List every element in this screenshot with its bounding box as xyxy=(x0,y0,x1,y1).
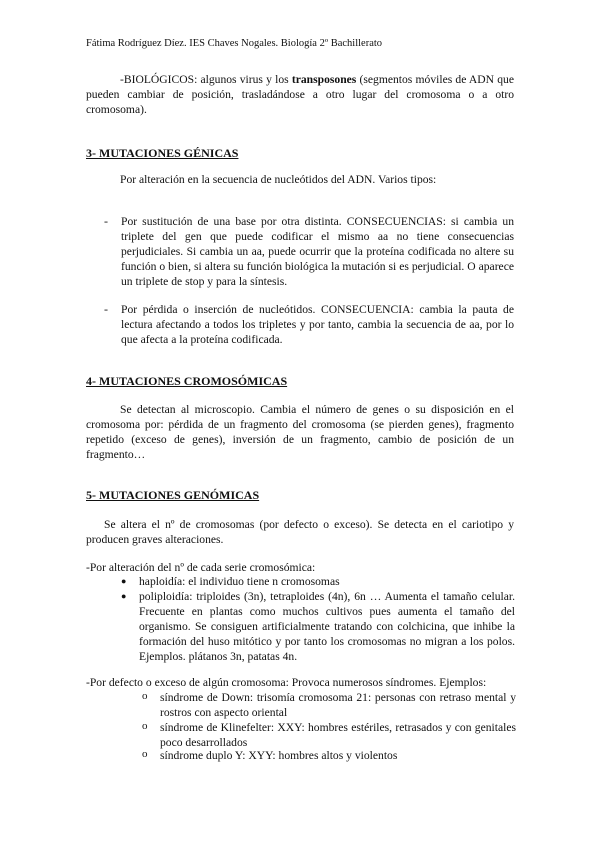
section-5-title: 5- MUTACIONES GENÓMICAS xyxy=(86,488,260,502)
section-3-title: 3- MUTACIONES GÉNICAS xyxy=(86,146,239,160)
bullet-icon: ● xyxy=(121,591,127,601)
euploidy-item-1: haploidía: el individuo tiene n cromosomas xyxy=(139,575,340,588)
section-4-title: 4- MUTACIONES CROMOSÓMICAS xyxy=(86,374,288,388)
page-header: Fátima Rodríguez Díez. IES Chaves Nogales. Biología 2º Bachillerato xyxy=(86,38,383,49)
section-3-intro: Por alteración en la secuencia de nucleótidos del ADN. Varios tipos: xyxy=(120,173,437,186)
circle-bullet-icon: o xyxy=(142,690,148,702)
aneuploidy-item-2: síndrome de Klinefelter: XXY: hombres estériles, retrasados y con genitales poco desarrollados xyxy=(160,721,516,749)
bio-text-post: (segmentos móviles de ADN que pueden cambiar de posición, trasladándose a otro lugar del cromosoma o a otro cromosoma). xyxy=(86,73,514,116)
section-3-item-1: Por sustitución de una base por otra distinta. CONSECUENCIAS: si cambia un triplete del gen que puede codificar el mismo aa no tiene consecuencias perjudiciales. Si cambia un aa, puede ocurrir que la proteína codificada no altere su función o bien, si altera su función biológica la mutación si es perjudicial. O aparece un triplete de stop y para la síntesis. xyxy=(121,215,514,288)
aneuploidy-item-3: síndrome duplo Y: XYY: hombres altos y violentos xyxy=(160,749,398,762)
aneuploidy-title: -Por defecto o exceso de algún cromosoma: Provoca numerosos síndromes. Ejemplos: xyxy=(86,676,487,689)
biological-agents-paragraph xyxy=(86,72,514,117)
list-dash: - xyxy=(104,302,108,316)
section-5-intro: Se altera el nº de cromosomas (por defecto o exceso). Se detecta en el cariotipo y producen graves alteraciones. xyxy=(86,518,514,546)
bio-text-pre: -BIOLÓGICOS: algunos virus y los xyxy=(120,73,292,86)
euploidy-title: -Por alteración del nº de cada serie cromosómica: xyxy=(86,561,316,574)
bullet-icon: ● xyxy=(121,576,127,586)
circle-bullet-icon: o xyxy=(142,748,148,760)
section-3-item-2: Por pérdida o inserción de nucleótidos. CONSECUENCIA: cambia la pauta de lectura afectando a todos los tripletes y por tanto, cambia la secuencia de aa, por lo que afecta a la proteína codificada. xyxy=(121,303,514,346)
section-4-text: Se detectan al microscopio. Cambia el número de genes o su disposición en el cromosoma por: pérdida de un fragmento del cromosoma (se pierden genes), fragmento repetido (exceso de genes), inversión de un fragmento, cambio de posición de un fragmento… xyxy=(86,403,514,461)
euploidy-item-2: poliploidía: triploides (3n), tetraploides (4n), 6n … Aumenta el tamaño celular. Frecuente en plantas como muchos cultivos pues aumenta el tamaño del organismo. Se consiguen artificialmente tratando con colchicina, que inhibe la formación del huso mitótico y por tanto los cromosomas no migran a los polos. Ejemplos. plátanos 3n, patatas 4n. xyxy=(139,590,515,663)
aneuploidy-item-1: síndrome de Down: trisomía cromosoma 21: personas con retraso mental y rostros con aspecto oriental xyxy=(160,691,516,719)
bio-text-bold: transposones xyxy=(291,73,357,86)
circle-bullet-icon: o xyxy=(142,720,148,732)
list-dash: - xyxy=(104,214,108,228)
